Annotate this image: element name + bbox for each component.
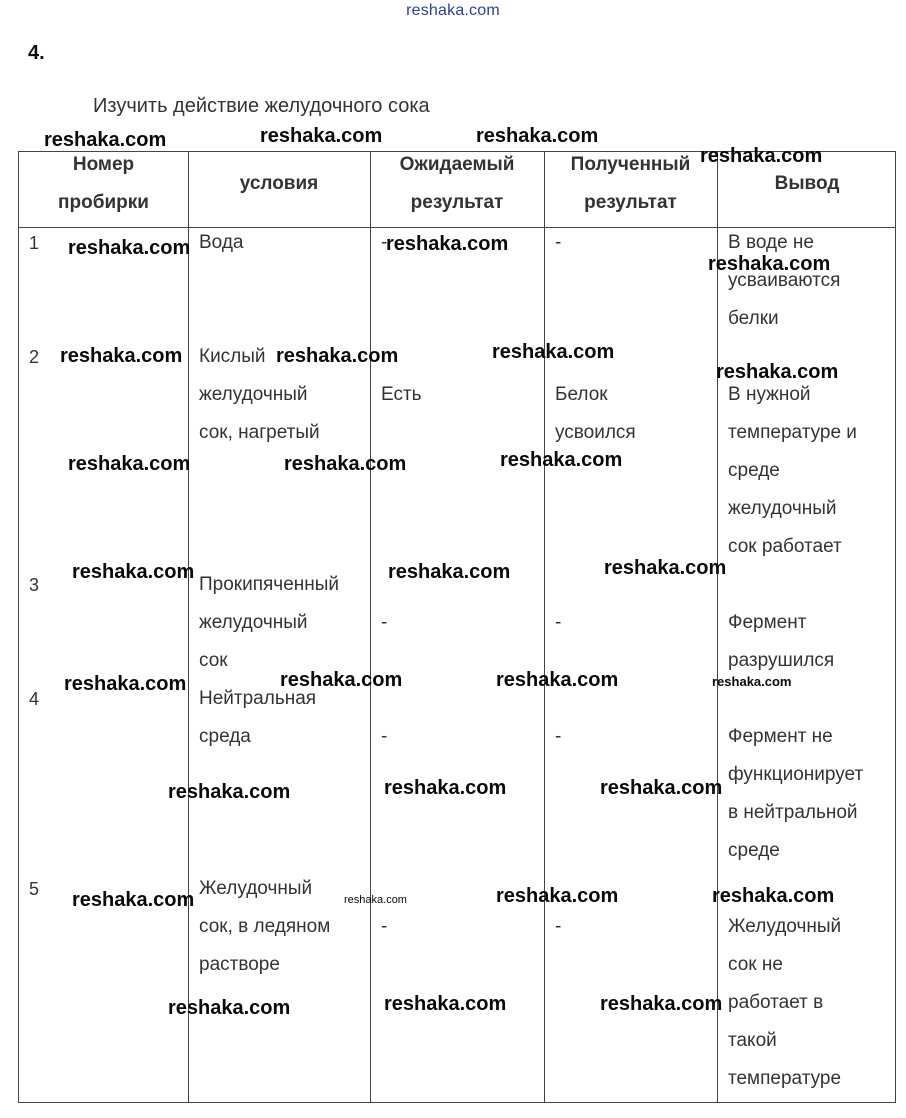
row-1-conclusion: В воде не усваиваются белки [728, 232, 841, 329]
watermark: reshaka.com [712, 885, 835, 907]
watermark: reshaka.com [384, 777, 507, 799]
watermark: reshaka.com [344, 894, 407, 906]
watermark: reshaka.com [72, 561, 195, 583]
results-table [18, 151, 896, 1103]
watermark: reshaka.com [384, 993, 507, 1015]
row-5-number: 5 [29, 879, 40, 899]
watermark: reshaka.com [496, 669, 619, 691]
row-2-expected: Есть [381, 384, 422, 405]
watermark: reshaka.com [492, 341, 615, 363]
watermark: reshaka.com [496, 885, 619, 907]
row-4-conclusion: Фермент не функционирует в нейтральной среде [728, 726, 864, 861]
row-4-conditions: Нейтральная среда [199, 688, 317, 747]
row-2-number: 2 [29, 347, 40, 367]
row-1-expected: - [381, 232, 388, 253]
header-conditions: условия [239, 173, 319, 194]
row-3-conditions: Прокипяченный желудочный сок [199, 574, 340, 671]
row-2-obtained: Белок усвоился [555, 384, 636, 443]
site-header-link[interactable]: reshaka.com [406, 2, 500, 19]
watermark: reshaka.com [716, 361, 839, 383]
watermark: reshaka.com [712, 674, 792, 689]
watermark: reshaka.com [276, 345, 399, 367]
watermark: reshaka.com [68, 237, 191, 259]
watermark: reshaka.com [600, 993, 723, 1015]
row-3-conclusion: Фермент разрушился [728, 612, 835, 671]
watermark: reshaka.com [44, 129, 167, 151]
row-4-obtained: - [555, 726, 562, 747]
row-2-conclusion: В нужной температуре и среде желудочный сок работает [728, 384, 857, 557]
header-expected-result: Ожидаемый результат [399, 154, 515, 213]
task-title: Изучить действие желудочного сока [93, 95, 430, 117]
watermark: reshaka.com [708, 253, 831, 275]
row-3-obtained: - [555, 612, 562, 633]
watermark: reshaka.com [280, 669, 403, 691]
watermark: reshaka.com [64, 673, 187, 695]
column-divider [188, 152, 189, 1102]
row-5-expected: - [381, 916, 388, 937]
row-1-obtained: - [555, 232, 562, 253]
row-3-number: 3 [29, 575, 40, 595]
watermark: reshaka.com [386, 233, 509, 255]
row-3-expected: - [381, 612, 388, 633]
watermark: reshaka.com [168, 997, 291, 1019]
watermark: reshaka.com [500, 449, 623, 471]
row-5-obtained: - [555, 916, 562, 937]
row-1-conditions: Вода [199, 232, 244, 253]
header-tube-number: Номер пробирки [58, 154, 149, 213]
row-2-conditions: Кислый желудочный сок, нагретый [199, 346, 320, 443]
header-obtained-result: Полученный результат [570, 154, 691, 213]
watermark: reshaka.com [600, 777, 723, 799]
watermark: reshaka.com [260, 125, 383, 147]
header-conclusion: Вывод [774, 173, 840, 194]
row-4-expected: - [381, 726, 388, 747]
row-1-number: 1 [29, 233, 40, 253]
row-5-conclusion: Желудочный сок не работает в такой температуре [728, 916, 842, 1089]
column-divider [370, 152, 371, 1102]
watermark: reshaka.com [284, 453, 407, 475]
watermark: reshaka.com [72, 889, 195, 911]
watermark: reshaka.com [604, 557, 727, 579]
row-4-number: 4 [29, 689, 40, 709]
column-divider [717, 152, 718, 1102]
watermark: reshaka.com [700, 145, 823, 167]
task-number: 4. [28, 42, 45, 64]
watermark: reshaka.com [476, 125, 599, 147]
watermark: reshaka.com [60, 345, 183, 367]
watermark: reshaka.com [68, 453, 191, 475]
column-divider [544, 152, 545, 1102]
watermark: reshaka.com [388, 561, 511, 583]
row-5-conditions: Желудочный сок, в ледяном растворе [199, 878, 331, 975]
watermark: reshaka.com [168, 781, 291, 803]
